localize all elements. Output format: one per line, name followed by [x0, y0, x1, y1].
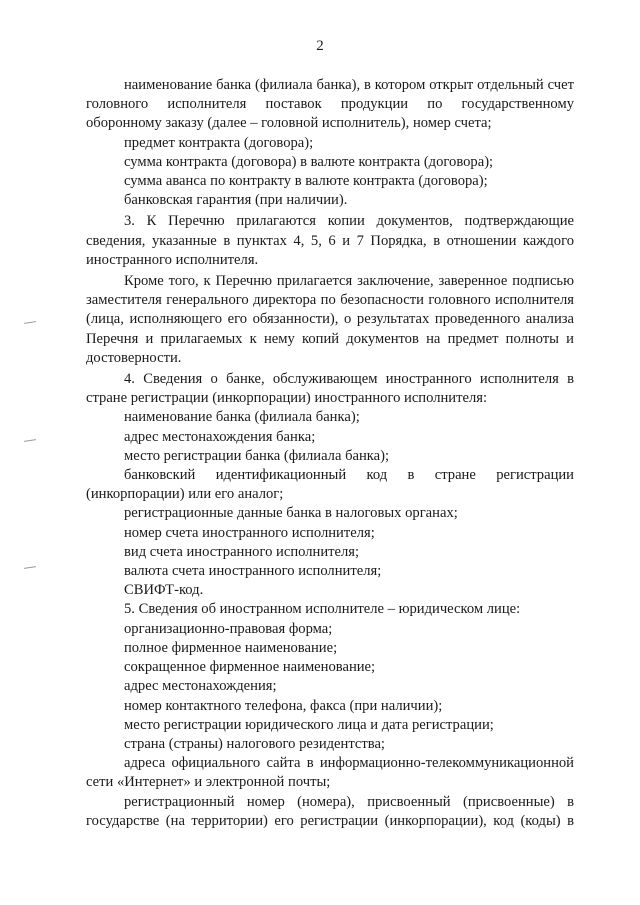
paragraph-account-type: вид счета иностранного исполнителя;	[124, 543, 360, 560]
paragraph-legal-form: организационно-правовая форма;	[124, 620, 333, 637]
paragraph-section-5: 5. Сведения об иностранном исполнителе – юридическом лице:	[124, 601, 521, 618]
paragraph-conclusion: Кроме того, к Перечню прилагается заключение, заверенное подписью заместителя генерального директора по безопасности головного исполнителя (лица, исполняющего его обязанности), о результатах проведенного анализа Перечня и прилагаемых к нему копий документов на предмет полноты и достоверности.	[86, 273, 574, 366]
paragraph-account-number: номер счета иностранного исполнителя;	[124, 524, 375, 541]
paragraph-bank-guarantee: банковская гарантия (при наличии).	[124, 192, 348, 209]
page-number: 2	[316, 38, 324, 54]
paragraph-bank-tax-data: регистрационные данные банка в налоговых органах;	[124, 505, 458, 522]
margin-mark	[24, 439, 36, 442]
paragraph-section-4: 4. Сведения о банке, обслуживающем иностранного исполнителя в стране регистрации (инкорпорации) иностранного исполнителя:	[86, 371, 574, 407]
paragraph-short-name: сокращенное фирменное наименование;	[124, 659, 376, 676]
paragraph-section-3: 3. К Перечню прилагаются копии документов, подтверждающие сведения, указанные в пунктах 4, 5, 6 и 7 Порядка, в отношении каждого иностранного исполнителя.	[86, 213, 574, 268]
margin-mark	[24, 566, 36, 569]
paragraph-contract-sum: сумма контракта (договора) в валюте контракта (договора);	[124, 153, 494, 170]
paragraph-full-name: полное фирменное наименование;	[124, 639, 338, 656]
paragraph-account-currency: валюта счета иностранного исполнителя;	[124, 563, 382, 580]
paragraph-phone-fax: номер контактного телефона, факса (при наличии);	[124, 697, 443, 714]
paragraph-swift: СВИФТ-код.	[124, 582, 204, 599]
paragraph-bank-registration: место регистрации банка (филиала банка);	[124, 447, 390, 464]
paragraph-bank-name: наименование банка (филиала банка);	[124, 409, 360, 426]
paragraph-registration-number: регистрационный номер (номера), присвоенный (присвоенные) в государстве (на территории) его регистрации (инкорпорации), код (коды) в	[86, 793, 574, 829]
paragraph-registration-place: место регистрации юридического лица и дата регистрации;	[124, 716, 494, 733]
margin-mark	[24, 321, 36, 324]
paragraph-advance-sum: сумма аванса по контракту в валюте контракта (договора);	[124, 173, 488, 190]
paragraph-tax-residency: страна (страны) налогового резидентства;	[124, 735, 385, 752]
paragraph-bank-account: наименование банка (филиала банка), в котором открыт отдельный счет головного исполнителя поставок продукции по государственному оборонному заказу (далее – головной исполнитель), номер счета;	[86, 77, 574, 132]
paragraph-bank-address: адрес местонахождения банка;	[124, 428, 316, 445]
document-body	[86, 76, 574, 831]
paragraph-contract-subject: предмет контракта (договора);	[124, 134, 314, 151]
paragraph-bank-id-code: банковский идентификационный код в стране регистрации (инкорпорации) или его аналог;	[86, 467, 574, 503]
paragraph-website-email: адреса официального сайта в информационно-телекоммуникационной сети «Интернет» и электронной почты;	[86, 755, 574, 791]
paragraph-address: адрес местонахождения;	[124, 678, 277, 695]
